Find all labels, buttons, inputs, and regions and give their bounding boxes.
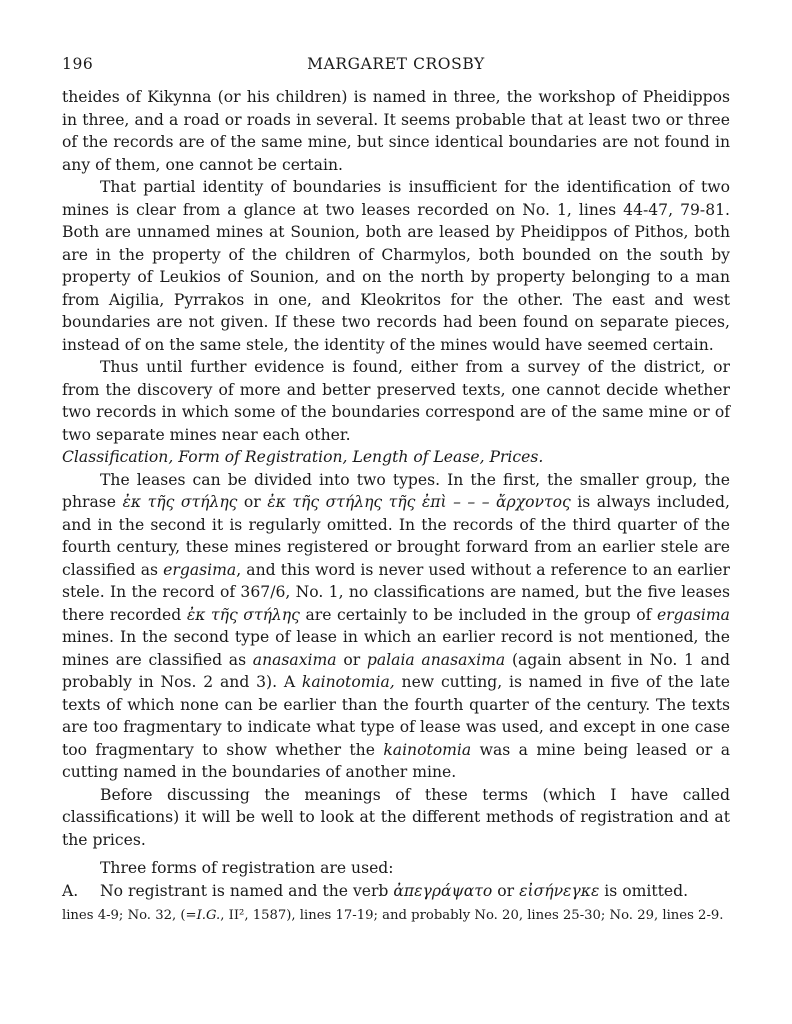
italic-term: ergasima: [656, 605, 730, 624]
text-span: new cutting, is named in five of the late texts of which none can be earlier than the fourth quarter of the century. The texts are too fragmentary to indicate what type of lease was used, and except in one case too fragmentary to show whether the: [62, 673, 731, 759]
text-span: is always included, and in the second it is regularly omitted. In the records of the third quarter of the fourth century, these mines registered or brought forward from an earlier stele are classified as: [62, 493, 730, 579]
paragraph-2: That partial identity of boundaries is insufficient for the identification of two mines is clear from a glance at two leases recorded on No. 1, lines 44-47, 79-81. Both are unnamed mines at Sounion, both are leased by Pheidippos of Pithos, both are in the property of the children of Charmylos, both bounded on the south by property of Leukios of Sounion, and on the north by property belonging to a man from Aigilia, Pyrrakos in one, and Kleokritos for the other. The east and west boundaries are not given. If these two records had been found on separate pieces, instead of on the same stele, the identity of the mines would have seemed certain.: [62, 178, 730, 354]
greek-phrase: ἀπεγράψατο: [393, 881, 493, 900]
italic-term: kainotomia: [383, 740, 472, 759]
paragraph-3: Thus until further evidence is found, either from a survey of the district, or from the discovery of more and better preserved texts, one cannot decide whether two records in which some of the boundaries correspond are of the same mine or of two separate mines near each other.: [62, 358, 730, 444]
greek-phrase: ἐκ τῆς στήλης: [122, 493, 238, 511]
page-number: 196: [62, 55, 94, 73]
italic-term: ergasima: [163, 560, 237, 579]
text-span: or: [492, 881, 520, 900]
text-span: (again absent in No. 1 and probably in Nos. 2 and 3). A: [62, 650, 730, 691]
greek-phrase: εἰσήνεγκε: [519, 881, 600, 900]
text-span: , II², 1587), lines 17-19; and probably No. 20, lines 25-30; No. 29, lines 2-9.: [220, 908, 724, 923]
paragraph-1: theides of Kikynna (or his children) is named in three, the workshop of Pheidippos in three, and a road or roads in several. It seems probable that at least two or three of the records are of the same mine, but since identical boundaries are not found in any of them, one cannot be certain.: [62, 88, 730, 174]
text-span: or: [336, 650, 367, 669]
italic-term: palaia anasaxima: [366, 650, 506, 669]
text-span: , and this word is never used without a reference to an earlier stele. In the record of 367/6, No. 1, no classifications are named, but the five leases there recorded: [62, 560, 730, 624]
italic-term: I.G.: [196, 908, 221, 923]
footnote: [62, 906, 730, 926]
list-marker: A.: [62, 881, 79, 900]
text-span: The leases can be divided into two types. In the first, the smaller group, the phrase: [62, 470, 730, 511]
text-span: lines 4-9; No. 32, (=: [62, 908, 197, 923]
section-heading: Classification, Form of Registration, Length of Lease, Prices.: [62, 448, 544, 466]
text-span: are certainly to be included in the group of: [299, 605, 657, 624]
text-span: No registrant is named and the verb: [100, 881, 394, 900]
text-span: was a mine being leased or a cutting named in the boundaries of another mine.: [62, 740, 730, 781]
text-span: or: [237, 493, 268, 511]
paragraph-5: Before discussing the meanings of these terms (which I have called classifications) it will be well to look at the different methods of registration and at the prices.: [62, 785, 730, 849]
text-span: is omitted.: [599, 881, 689, 900]
italic-term: kainotomia,: [301, 673, 395, 691]
list-item-a: [62, 880, 730, 903]
paragraph-4: [62, 469, 730, 784]
greek-phrase: ἐκ τῆς στήλης τῆς ἐπὶ – – – ἄρχοντος: [267, 493, 571, 511]
body-text: [62, 86, 730, 902]
running-title: MARGARET CROSBY: [307, 55, 485, 73]
greek-phrase: ἐκ τῆς στήλης: [186, 605, 300, 624]
page-header: [62, 55, 730, 79]
text-span: mines. In the second type of lease in which an earlier record is not mentioned, the mines are classified as: [62, 628, 730, 669]
paragraph-6: Three forms of registration are used:: [100, 859, 394, 877]
italic-term: anasaxima: [252, 650, 337, 669]
